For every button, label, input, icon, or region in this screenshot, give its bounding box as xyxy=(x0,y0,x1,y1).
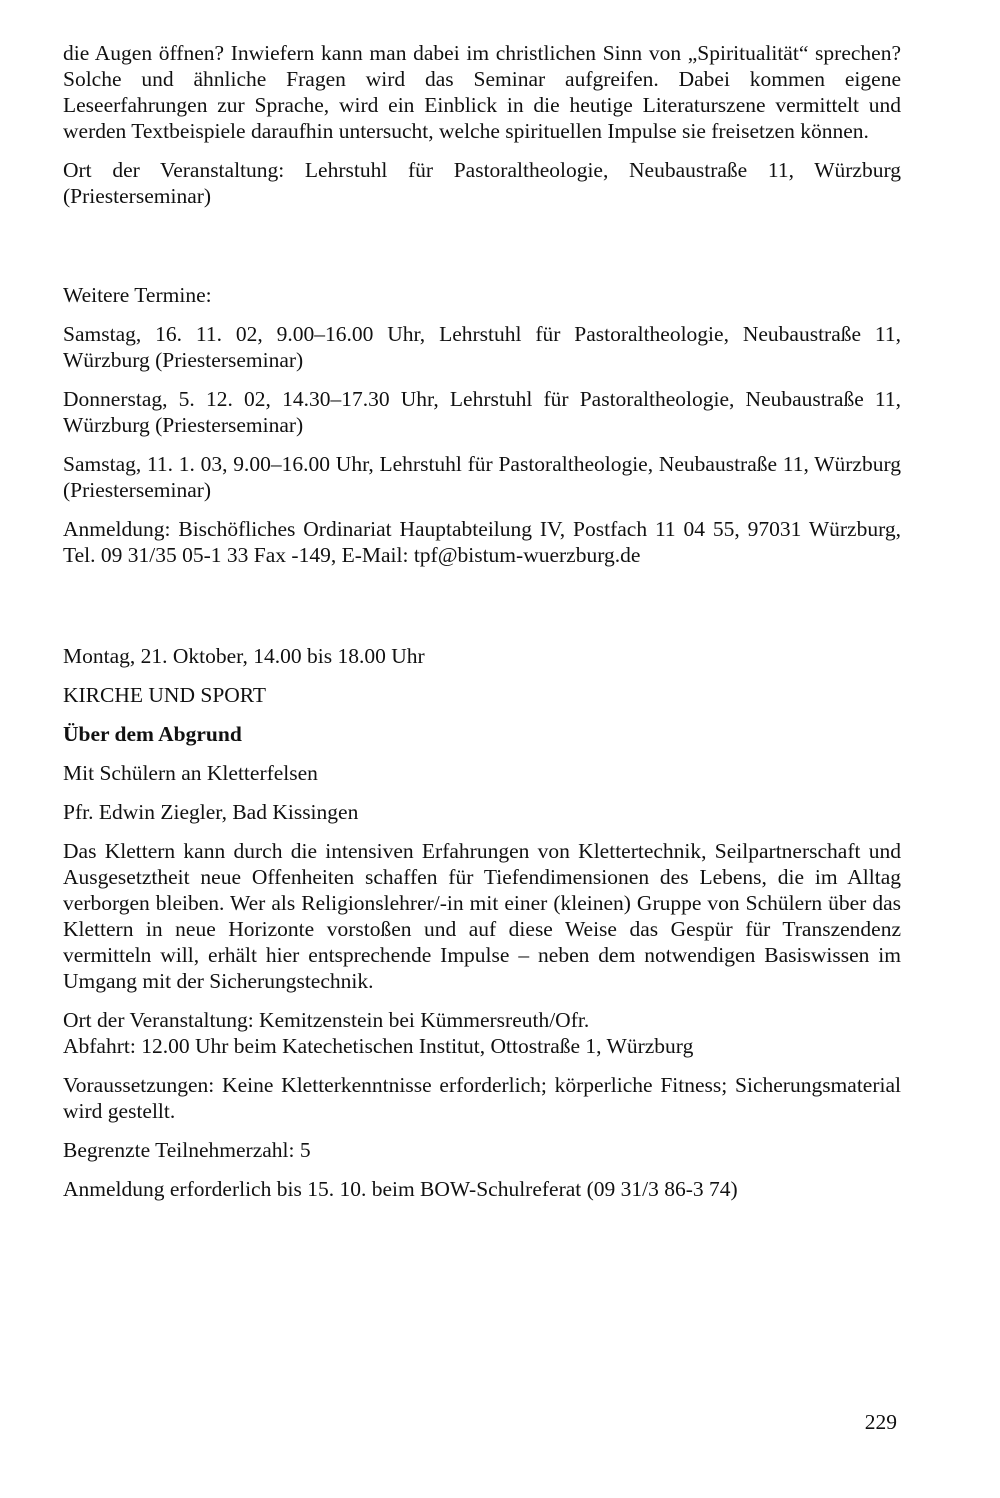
seminar-intro-paragraph: die Augen öffnen? Inwiefern kann man dabei im christlichen Sinn von „Spiritualität“ sprechen? Solche und ähnliche Fragen wird das Seminar aufgreifen. Dabei kommen eigene Leseerfahrungen zur Sprache, wird ein Einblick in die heutige Literaturszene vermittelt und werden Textbeispiele daraufhin untersucht, welche spirituellen Impulse sie freisetzen können. xyxy=(63,41,901,143)
further-dates-heading: Weitere Termine: xyxy=(63,283,212,307)
further-date-1: Samstag, 16. 11. 02, 9.00–16.00 Uhr, Lehrstuhl für Pastoraltheologie, Neubaustraße 11, Würzburg (Priesterseminar) xyxy=(63,322,901,372)
further-date-3: Samstag, 11. 1. 03, 9.00–16.00 Uhr, Lehrstuhl für Pastoraltheologie, Neubaustraße 11, Würzburg (Priesterseminar) xyxy=(63,452,901,502)
event-description: Das Klettern kann durch die intensiven Erfahrungen von Klettertechnik, Seilpartnerschaft und Ausgesetztheit neue Offenheiten schaffen für Tiefendimensionen des Lebens, die im Alltag verborgen bleiben. Wer als Religionslehrer/-in mit einer (kleinen) Gruppe von Schülern über das Klettern in neue Horizonte vorstoßen und auf diese Weise das Gespür für Transzendenz vermitteln will, erhält hier entsprechende Impulse – neben dem notwendigen Basiswissen im Umgang mit der Sicherungstechnik. xyxy=(63,839,901,993)
event-date-time: Montag, 21. Oktober, 14.00 bis 18.00 Uhr xyxy=(63,644,425,668)
event-participant-limit: Begrenzte Teilnehmerzahl: 5 xyxy=(63,1138,311,1162)
event-title: Über dem Abgrund xyxy=(63,722,242,746)
event-subtitle: Mit Schülern an Kletterfelsen xyxy=(63,761,318,785)
event-category: KIRCHE UND SPORT xyxy=(63,683,266,707)
seminar-venue: Ort der Veranstaltung: Lehrstuhl für Pastoraltheologie, Neubaustraße 11, Würzburg (Priesterseminar) xyxy=(63,158,901,208)
event-departure: Abfahrt: 12.00 Uhr beim Katechetischen Institut, Ottostraße 1, Würzburg xyxy=(63,1034,694,1058)
event-registration: Anmeldung erforderlich bis 15. 10. beim BOW-Schulreferat (09 31/3 86-3 74) xyxy=(63,1177,738,1201)
event-venue: Ort der Veranstaltung: Kemitzenstein bei Kümmersreuth/Ofr. xyxy=(63,1008,590,1032)
section-spacer xyxy=(63,222,901,282)
event-requirements: Voraussetzungen: Keine Kletterkenntnisse erforderlich; körperliche Fitness; Sicherungsmaterial wird gestellt. xyxy=(63,1073,901,1123)
further-date-2: Donnerstag, 5. 12. 02, 14.30–17.30 Uhr, Lehrstuhl für Pastoraltheologie, Neubaustraße 11, Würzburg (Priesterseminar) xyxy=(63,387,901,437)
seminar-registration: Anmeldung: Bischöfliches Ordinariat Hauptabteilung IV, Postfach 11 04 55, 97031 Würzburg, Tel. 09 31/35 05-1 33 Fax -149, E-Mail: tpf@bistum-wuerzburg.de xyxy=(63,517,901,567)
event-speaker: Pfr. Edwin Ziegler, Bad Kissingen xyxy=(63,800,359,824)
page-number: 229 xyxy=(864,1410,897,1434)
document-page xyxy=(63,40,901,1215)
section-spacer xyxy=(63,581,901,643)
